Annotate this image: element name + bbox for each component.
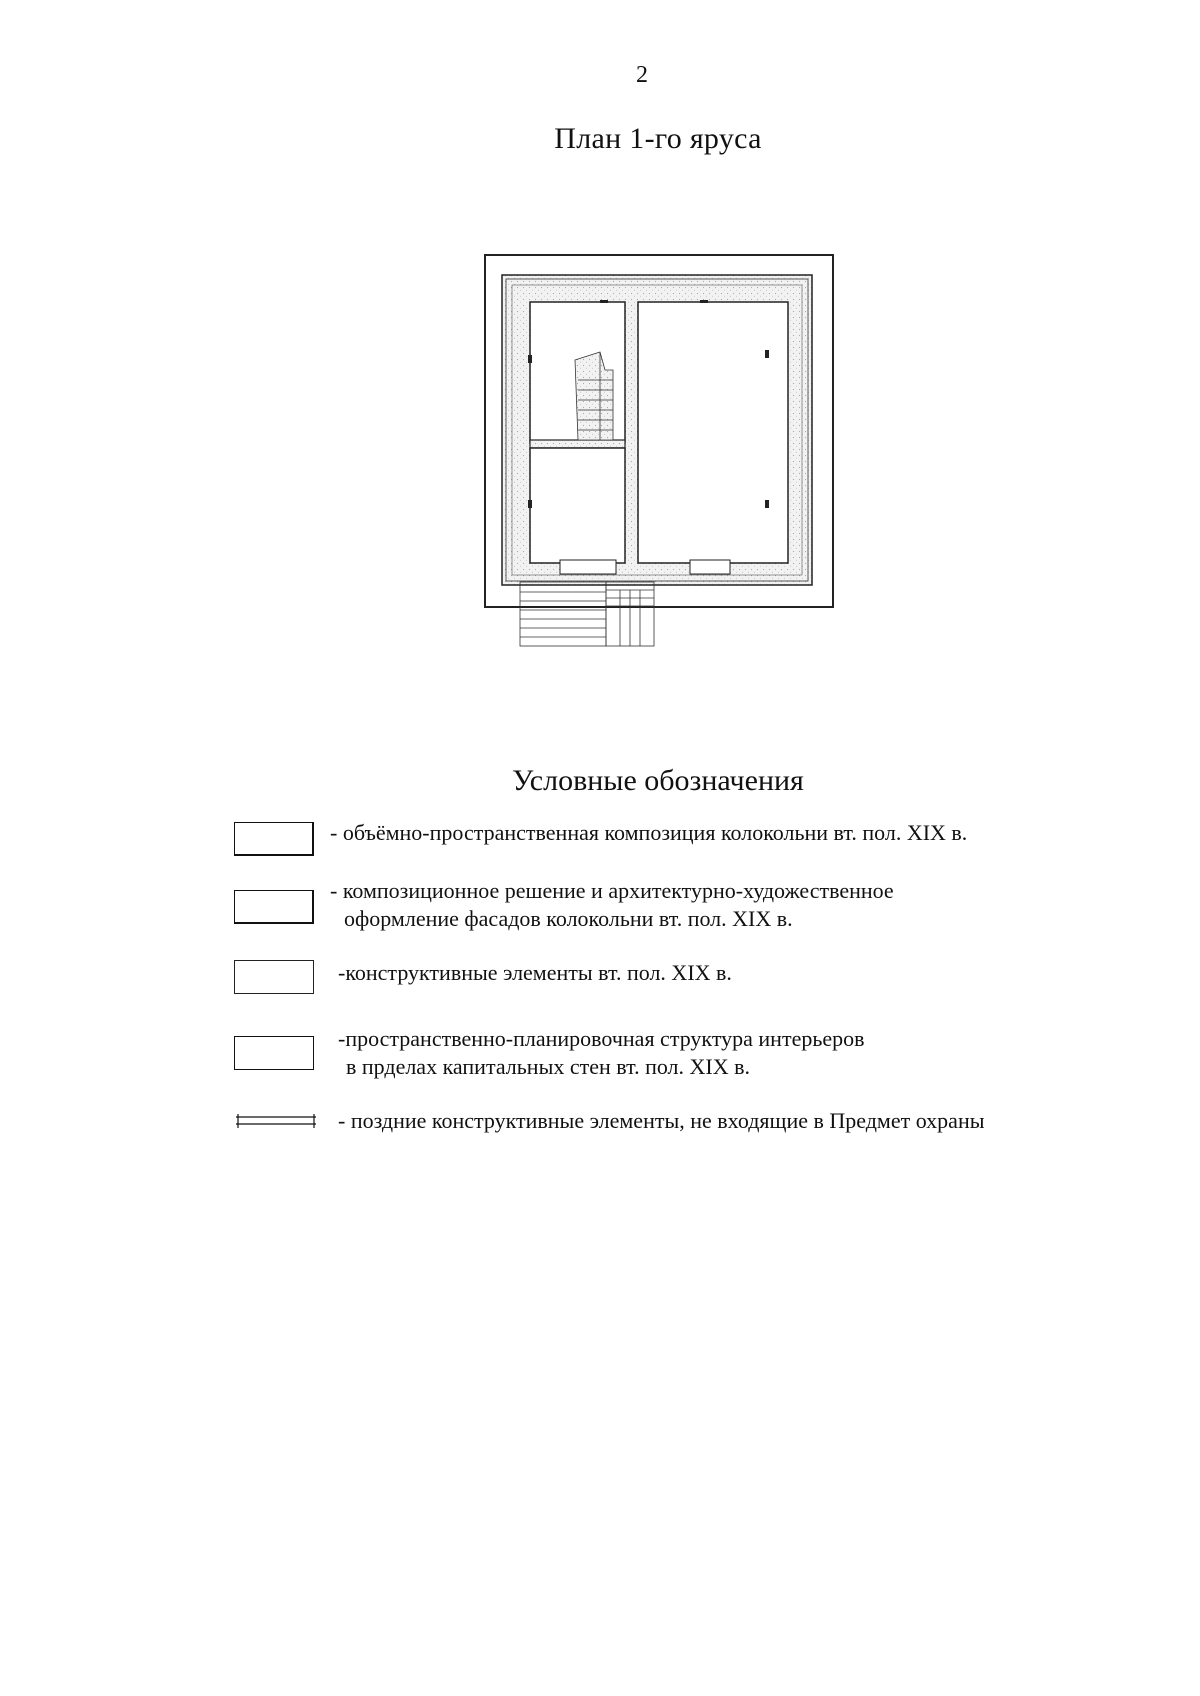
- room-right: [638, 302, 788, 563]
- legend-text: - поздние конструктивные элементы, не входящие в Предмет охраны: [338, 1108, 985, 1133]
- room-left-lower: [530, 448, 625, 563]
- plan-title: План 1-го яруса: [554, 122, 762, 155]
- legend-text-line1: -пространственно-планировочная структура интерьеров: [338, 1026, 865, 1051]
- late-elements-swatch: [234, 1114, 318, 1128]
- legend-text: - объёмно-пространственная композиция колокольни вт. пол. XIX в.: [330, 820, 968, 845]
- door-left: [560, 560, 616, 574]
- legend-swatch: [234, 890, 314, 924]
- legend-title: Условные обозначения: [512, 764, 804, 797]
- partition-wall: [530, 440, 625, 448]
- page-number: 2: [636, 62, 648, 88]
- door-right: [690, 560, 730, 574]
- legend-swatch: [234, 960, 314, 994]
- legend-text: -конструктивные элементы вт. пол. XIX в.: [338, 960, 732, 985]
- legend-swatch: [234, 822, 314, 856]
- legend-swatch: [234, 1036, 314, 1070]
- legend-text-line2: в прделах капитальных стен вт. пол. XIX в.: [346, 1054, 751, 1079]
- legend-text-line1: - композиционное решение и архитектурно-художественное: [330, 878, 894, 903]
- legend-text-line2: оформление фасадов колокольни вт. пол. XIX в.: [344, 906, 793, 931]
- floor-plan-drawing: [480, 250, 840, 660]
